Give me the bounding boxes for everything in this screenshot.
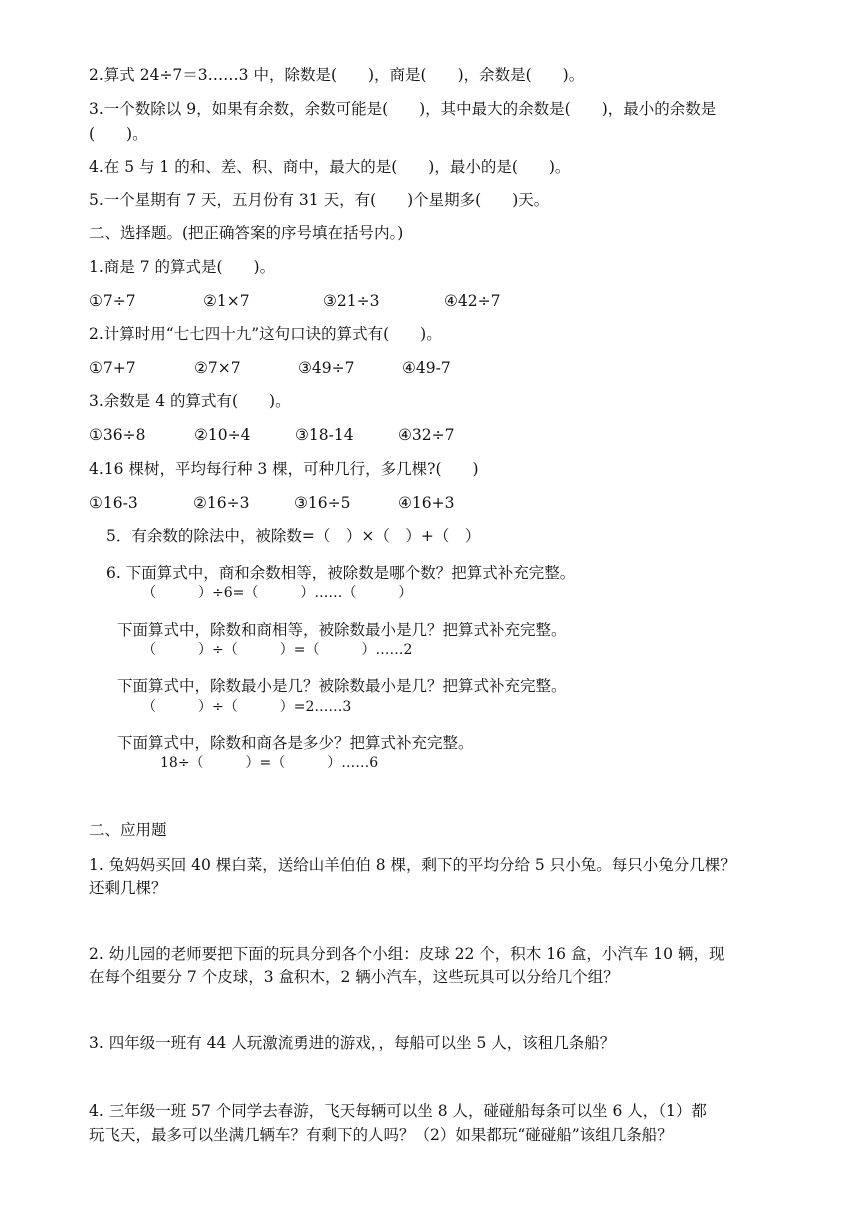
question-6c-prompt: 下面算式中，除数最小是几？被除数最小是几？把算式补充完整。 bbox=[117, 677, 567, 695]
choice-question-2: 2.计算时用“七七四十九”这句口诀的算式有( )。 bbox=[89, 325, 442, 343]
application-question-3: 3. 四年级一班有 44 人玩激流勇进的游戏，，每船可以坐 5 人，该租几条船？ bbox=[89, 1034, 616, 1052]
choice-section-heading: 二、选择题。(把正确答案的序号填在括号内。) bbox=[89, 224, 404, 242]
question-6-prompt: 6. 下面算式中，商和余数相等，被除数是哪个数？把算式补充完整。 bbox=[106, 564, 576, 582]
question-6-equation: （ ）÷6=（ ）……（ ） bbox=[142, 585, 413, 601]
question-6c-equation: （ ）÷（ ）=2……3 bbox=[142, 699, 352, 715]
application-question-2-line2: 在每个组要分 7 个皮球，3 盒积木，2 辆小汽车，这些玩具可以分给几个组？ bbox=[89, 968, 619, 986]
choice-question-1: 1.商是 7 的算式是( )。 bbox=[89, 258, 276, 276]
choice-option: ②1×7 bbox=[203, 292, 250, 310]
question-6b-equation: （ ）÷（ ）=（ ）……2 bbox=[142, 642, 413, 658]
choice-question-4: 4.16 棵树，平均每行种 3 棵，可种几行，多几棵?( ) bbox=[89, 460, 479, 478]
question-6d-equation: 18÷（ ）=（ ）……6 bbox=[160, 755, 379, 771]
fill-question-2: 2.算式 24÷7＝3……3 中，除数是( )，商是( )，余数是( )。 bbox=[89, 66, 585, 84]
application-question-4-line1: 4. 三年级一班 57 个同学去春游，飞天每辆可以坐 8 人，碰碰船每条可以坐 6 人，（1）都 bbox=[89, 1102, 707, 1120]
application-section-heading: 二、应用题 bbox=[89, 821, 167, 839]
fill-question-5: 5.一个星期有 7 天，五月份有 31 天，有( )个星期多( )天。 bbox=[89, 191, 550, 209]
question-5-remainder-formula: 5．有余数的除法中，被除数=（ ）×（ ）+（ ） bbox=[106, 527, 481, 545]
choice-option: ④32÷7 bbox=[398, 426, 455, 444]
choice-option: ④42÷7 bbox=[444, 292, 501, 310]
fill-question-4: 4.在 5 与 1 的和、差、积、商中，最大的是( )，最小的是( )。 bbox=[89, 158, 571, 176]
choice-option: ④16+3 bbox=[398, 494, 455, 512]
application-question-2-line1: 2. 幼儿园的老师要把下面的玩具分到各个小组：皮球 22 个，积木 16 盒，小汽车 10 辆，现 bbox=[89, 945, 725, 963]
choice-option: ②16÷3 bbox=[193, 494, 250, 512]
choice-option: ①36÷8 bbox=[89, 426, 146, 444]
choice-option: ③16÷5 bbox=[294, 494, 351, 512]
choice-option: ④49-7 bbox=[402, 359, 451, 377]
application-question-1-line2: 还剩几棵？ bbox=[89, 879, 167, 897]
choice-option: ③49÷7 bbox=[298, 359, 355, 377]
choice-option: ①7÷7 bbox=[89, 292, 136, 310]
choice-option: ③18-14 bbox=[295, 426, 354, 444]
choice-question-3: 3.余数是 4 的算式有( )。 bbox=[89, 392, 291, 410]
choice-option: ①16-3 bbox=[89, 494, 138, 512]
application-question-1-line1: 1. 兔妈妈买回 40 棵白菜，送给山羊伯伯 8 棵，剩下的平均分给 5 只小兔。每只小兔分几棵？ bbox=[89, 856, 736, 874]
fill-question-3-line1: 3.一个数除以 9，如果有余数，余数可能是( )，其中最大的余数是( )，最小的余数是 bbox=[89, 100, 717, 118]
fill-question-3-line2: ( )。 bbox=[89, 125, 148, 143]
question-6d-prompt: 下面算式中，除数和商各是多少？把算式补充完整。 bbox=[117, 734, 474, 752]
choice-option: ②10÷4 bbox=[194, 426, 251, 444]
choice-option: ②7×7 bbox=[194, 359, 241, 377]
choice-option: ③21÷3 bbox=[323, 292, 380, 310]
choice-option: ①7+7 bbox=[89, 359, 136, 377]
application-question-4-line2: 玩飞天，最多可以坐满几辆车？有剩下的人吗？（2）如果都玩“碰碰船”该组几条船？ bbox=[89, 1126, 673, 1144]
question-6b-prompt: 下面算式中，除数和商相等，被除数最小是几？把算式补充完整。 bbox=[117, 621, 567, 639]
